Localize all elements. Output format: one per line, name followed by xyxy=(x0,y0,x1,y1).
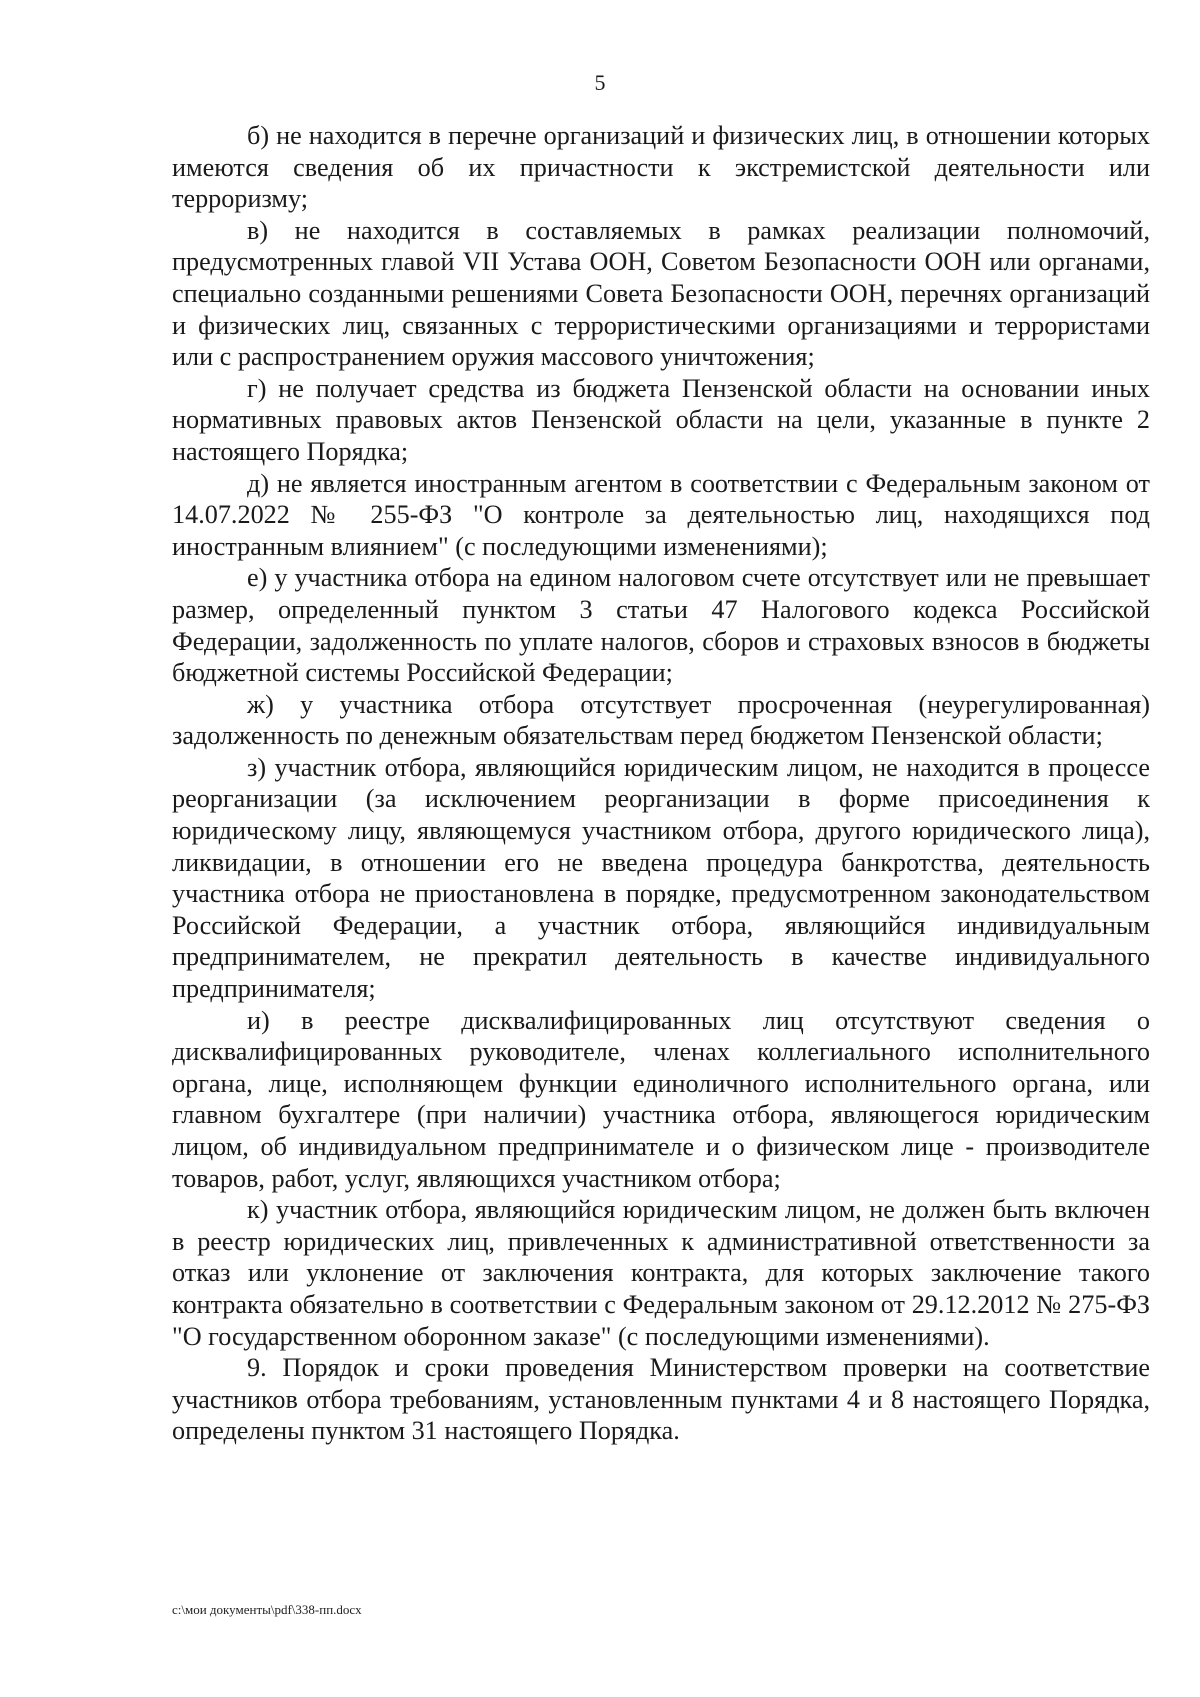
paragraph-9: 9. Порядок и сроки проведения Министерством проверки на соответствие участников отбора требованиям, установленным пунктами 4 и 8 настоящего Порядка, определены пунктом 31 настоящего Порядка. xyxy=(172,1353,1150,1446)
paragraph-v: в) не находится в составляемых в рамках реализации полномочий, предусмотренных главой VII Устава ООН, Советом Безопасности ООН или органами, специально созданными решениями Совета Безопасности ООН, перечнях организаций и физических лиц, связанных с террористическими организациями и террористами или с распространением оружия массового уничтожения; xyxy=(172,215,1150,372)
paragraph-i: и) в реестре дисквалифицированных лиц отсутствуют сведения о дисквалифицированных руководителе, членах коллегиального исполнительного органа, лице, исполняющем функции единоличного исполнительного органа, или главном бухгалтере (при наличии) участника отбора, являющегося юридическим лицом, об индивидуальном предпринимателе и о физическом лице - производителе товаров, работ, услуг, являющихся участником отбора; xyxy=(172,1005,1150,1193)
page-number: 5 xyxy=(594,70,606,95)
footer-file-path: c:\мои документы\pdf\338-пп.docx xyxy=(172,1602,362,1617)
paragraph-g: г) не получает средства из бюджета Пензенской области на основании иных нормативных правовых актов Пензенской области на цели, указанные в пункте 2 настоящего Порядка; xyxy=(172,373,1150,466)
paragraph-zh: ж) у участника отбора отсутствует просроченная (неурегулированная) задолженность по денежным обязательствам перед бюджетом Пензенской области; xyxy=(172,689,1150,751)
paragraph-b: б) не находится в перечне организаций и физических лиц, в отношении которых имеются сведения об их причастности к экстремистской деятельности или терроризму; xyxy=(172,121,1150,214)
document-body xyxy=(172,120,1150,1447)
paragraph-z: з) участник отбора, являющийся юридическим лицом, не находится в процессе реорганизации (за исключением реорганизации в форме присоединения к юридическому лицу, являющемуся участником отбора, другого юридического лица), ликвидации, в отношении его не введена процедура банкротства, деятельность участника отбора не приостановлена в порядке, предусмотренном законодательством Российской Федерации, а участник отбора, являющийся индивидуальным предпринимателем, не прекратил деятельность в качестве индивидуального предпринимателя; xyxy=(172,752,1150,1004)
paragraph-e: е) у участника отбора на едином налоговом счете отсутствует или не превышает размер, определенный пунктом 3 статьи 47 Налогового кодекса Российской Федерации, задолженность по уплате налогов, сборов и страховых взносов в бюджеты бюджетной системы Российской Федерации; xyxy=(172,563,1150,688)
paragraph-k: к) участник отбора, являющийся юридическим лицом, не должен быть включен в реестр юридических лиц, привлеченных к административной ответственности за отказ или уклонение от заключения контракта, для которых заключение такого контракта обязательно в соответствии с Федеральным законом от 29.12.2012 № 275-ФЗ "О государственном оборонном заказе" (с последующими изменениями). xyxy=(172,1195,1150,1351)
paragraph-d: д) не является иностранным агентом в соответствии с Федеральным законом от 14.07.2022 № 255-ФЗ "О контроле за деятельностью лиц, находящихся под иностранным влиянием" (с последующими изменениями); xyxy=(172,468,1150,561)
